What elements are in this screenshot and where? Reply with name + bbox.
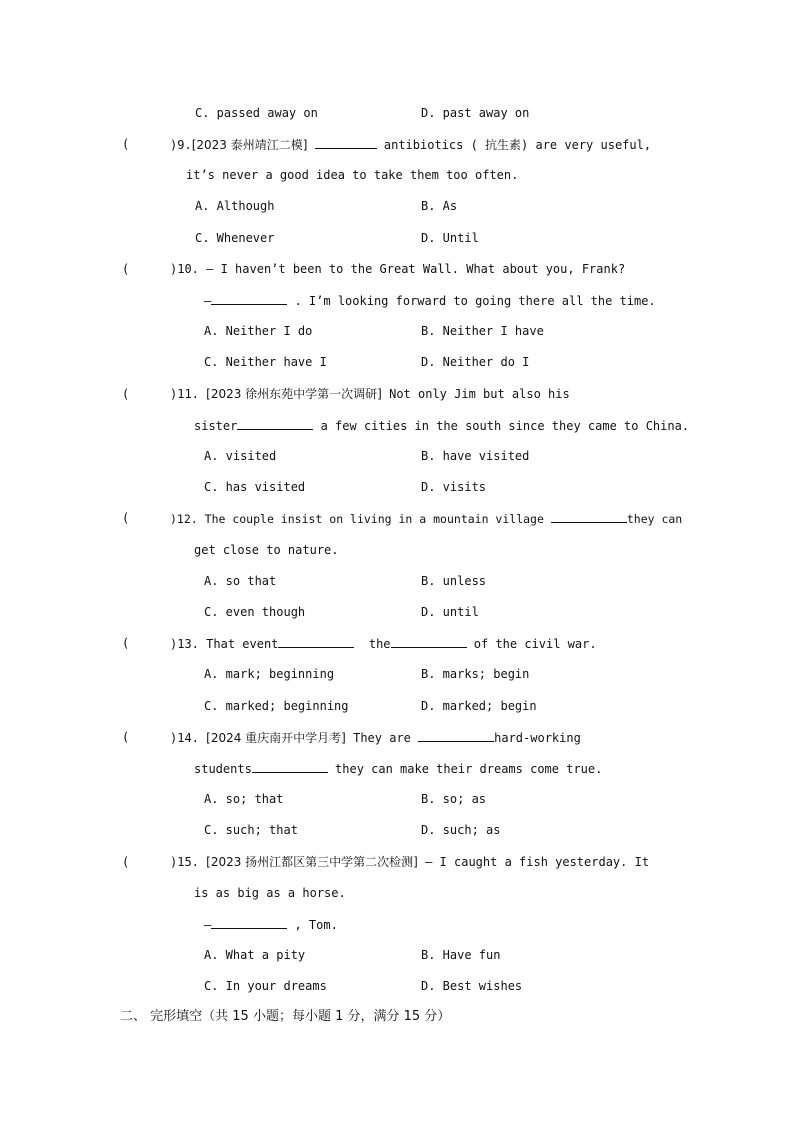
q11-stem-b: a few cities in the south since they came to China.	[320, 419, 690, 433]
q15-stem-b: is as big as a horse.	[194, 886, 346, 900]
question-14-stem	[170, 729, 581, 745]
q11-option-a: A. visited	[204, 449, 277, 463]
q11-blank	[237, 417, 313, 430]
q13-option-c: C. marked; beginning	[204, 699, 349, 713]
q13-blank-2	[391, 635, 467, 648]
q13-option-b: B. marks; begin	[421, 667, 530, 681]
q15-answer-paren: (	[122, 855, 130, 869]
q14-stem-line-2	[194, 760, 602, 776]
q13-stem-end: of the civil war.	[473, 637, 597, 651]
q14-option-d: D. such; as	[421, 823, 501, 837]
q15-option-b: B. Have fun	[421, 948, 501, 962]
q9-option-c: C. Whenever	[195, 231, 275, 245]
q15-blank	[211, 916, 287, 929]
q11-source: [2023 徐州东苑中学第一次调研]	[206, 387, 382, 401]
q9-stem-a: antibiotics ( 抗生素) are very useful,	[383, 138, 652, 152]
q12-blank	[551, 510, 627, 523]
q8-option-c: C. passed away on	[195, 106, 318, 120]
q15-option-d: D. Best wishes	[421, 979, 523, 993]
q14-option-b: B. so; as	[421, 792, 487, 806]
q11-stem-a: Not only Jim but also his	[389, 387, 570, 401]
q14-stem-a: They are	[353, 731, 411, 745]
q11-answer-paren: (	[122, 387, 130, 401]
q10-answer-paren: (	[122, 262, 130, 276]
q14-option-a: A. so; that	[204, 792, 284, 806]
q13-blank-1	[278, 635, 354, 648]
q12-answer-paren: (	[122, 511, 130, 525]
question-11-stem	[170, 386, 570, 402]
q14-answer-paren: (	[122, 730, 130, 744]
q13-stem-a: That event	[206, 637, 279, 651]
q11-stem-line-2	[194, 417, 689, 433]
q10-option-b: B. Neither I have	[421, 324, 544, 338]
q9-number: )9.	[170, 138, 192, 152]
q14-number: )14.	[170, 731, 199, 745]
q13-number: )13.	[170, 637, 199, 651]
q14-blank-2	[252, 760, 328, 773]
q12-stem-a-after: they can	[626, 512, 683, 526]
q11-word-before: sister	[194, 419, 238, 433]
q14-stem-a-after: hard-working	[494, 731, 581, 745]
question-15-stem	[170, 854, 649, 870]
q12-option-a: A. so that	[204, 574, 277, 588]
q15-option-c: C. In your dreams	[204, 979, 327, 993]
q15-source: [2023 扬州江都区第三中学第二次检测]	[206, 855, 418, 869]
q15-reply-after: , Tom.	[294, 918, 338, 932]
q12-number: )12.	[170, 512, 198, 526]
q12-stem-a: The couple insist on living in a mountain village	[204, 512, 544, 526]
q15-dash: —	[204, 918, 212, 932]
q9-blank	[315, 136, 377, 149]
q13-stem-mid: the	[368, 637, 391, 651]
q12-option-b: B. unless	[421, 574, 487, 588]
question-13-stem	[170, 635, 597, 651]
question-10-stem	[170, 261, 625, 277]
q10-number: )10.	[170, 262, 199, 276]
q10-option-a: A. Neither I do	[204, 324, 313, 338]
q15-number: )15.	[170, 855, 199, 869]
q9-option-a: A. Although	[195, 199, 275, 213]
q12-stem-b: get close to nature.	[194, 543, 339, 557]
q10-blank	[211, 292, 287, 305]
q14-word-before: students	[194, 762, 252, 776]
q15-option-a: A. What a pity	[204, 948, 306, 962]
q13-option-a: A. mark; beginning	[204, 667, 335, 681]
q10-reply	[204, 292, 656, 308]
q9-source: [2023 泰州靖江二模]	[191, 138, 308, 152]
q9-stem-b: it’s never a good idea to take them too often.	[186, 168, 519, 182]
q11-option-d: D. visits	[421, 480, 487, 494]
question-9-stem	[170, 136, 651, 152]
question-12-stem	[170, 510, 682, 526]
q11-option-c: C. has visited	[204, 480, 306, 494]
q9-option-b: B. As	[421, 199, 458, 213]
q15-stem-a: — I caught a fish yesterday. It	[425, 855, 650, 869]
q12-option-d: D. until	[421, 605, 479, 619]
q15-reply	[204, 916, 338, 932]
q10-stem-b: . I’m looking forward to going there all the time.	[294, 294, 656, 308]
q13-answer-paren: (	[122, 636, 130, 650]
q10-option-c: C. Neither have I	[204, 355, 327, 369]
q9-option-d: D. Until	[421, 231, 479, 245]
q14-stem-b: they can make their dreams come true.	[335, 762, 603, 776]
q11-number: )11.	[170, 387, 199, 401]
q14-source: [2024 重庆南开中学月考]	[206, 731, 346, 745]
q14-blank-1	[418, 729, 494, 742]
q10-stem-a: — I haven’t been to the Great Wall. What about you, Frank?	[206, 262, 626, 276]
q12-option-c: C. even though	[204, 605, 306, 619]
q13-option-d: D. marked; begin	[421, 699, 537, 713]
q14-option-c: C. such; that	[204, 823, 298, 837]
q8-option-d: D. past away on	[421, 106, 530, 120]
q10-option-d: D. Neither do I	[421, 355, 530, 369]
q9-answer-paren: (	[122, 137, 130, 151]
q10-dash: —	[204, 294, 212, 308]
section-2-heading: 二、 完形填空（共 15 小题；每小题 1 分，满分 15 分）	[120, 1009, 451, 1024]
q11-option-b: B. have visited	[421, 449, 530, 463]
